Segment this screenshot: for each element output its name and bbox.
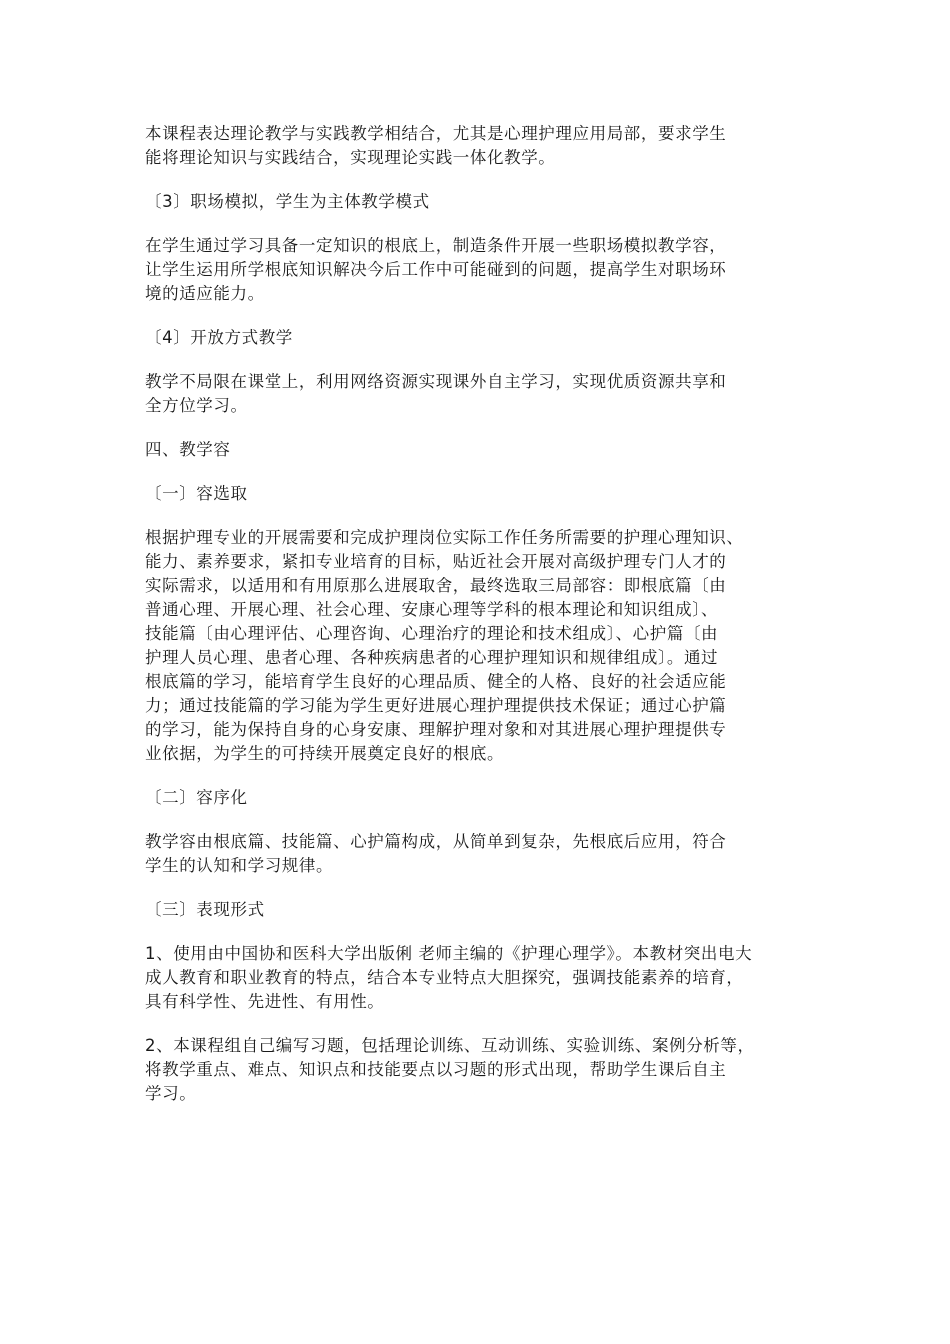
text-line: 1、使用由中国协和医科大学出版俐 老师主编的《护理心理学》。本教材突出电大 [145, 944, 753, 963]
text-line: 境的适应能力。 [145, 284, 265, 303]
text-line: 将教学重点、难点、知识点和技能要点以习题的形式出现，帮助学生课后自主 [145, 1060, 727, 1079]
text-line: 根据护理专业的开展需要和完成护理岗位实际工作任务所需要的护理心理知识、 [145, 528, 744, 547]
paragraph-open-teaching [145, 370, 817, 418]
paragraph-content-selection [145, 526, 817, 766]
text-line: 〔二〕容序化 [145, 788, 248, 807]
text-line: 〔三〕表现形式 [145, 900, 265, 919]
text-line: 普通心理、开展心理、社会心理、安康心理等学科的根本理论和知识组成〕、 [145, 600, 719, 619]
text-line: 成人教育和职业教育的特点，结合本专业特点大胆探究，强调技能素养的培育， [145, 968, 744, 987]
text-line: 全方位学习。 [145, 396, 248, 415]
text-line: 在学生通过学习具备一定知识的根底上，制造条件开展一些职场模拟教学容， [145, 236, 727, 255]
text-line: 学生的认知和学习规律。 [145, 856, 334, 875]
text-line: 〔4〕开放方式教学 [145, 328, 293, 347]
text-line: 业依据，为学生的可持续开展奠定良好的根底。 [145, 744, 505, 763]
text-line: 教学容由根底篇、技能篇、心护篇构成，从简单到复杂，先根底后应用，符合 [145, 832, 727, 851]
text-line: 学习。 [145, 1084, 197, 1103]
section-heading-teaching-content [145, 438, 817, 462]
text-line: 具有科学性、先进性、有用性。 [145, 992, 385, 1011]
text-line: 能将理论知识与实践结合，实现理论实践一体化教学。 [145, 148, 556, 167]
paragraph-textbook [145, 942, 817, 1014]
text-line: 技能篇〔由心理评估、心理咨询、心理治疗的理论和技术组成〕、心护篇〔由 [145, 624, 719, 643]
paragraph-exercises [145, 1034, 817, 1106]
paragraph-integration [145, 122, 817, 170]
paragraph-workplace-simulation [145, 234, 817, 306]
text-line: 力；通过技能篇的学习能为学生更好进展心理护理提供技术保证；通过心护篇 [145, 696, 727, 715]
text-line: 四、教学容 [145, 440, 231, 459]
heading-workplace-simulation [145, 190, 817, 214]
text-line: 〔一〕容选取 [145, 484, 248, 503]
document-body [145, 122, 817, 1106]
heading-presentation-form [145, 898, 817, 922]
text-line: 〔3〕职场模拟，学生为主体教学模式 [145, 192, 430, 211]
text-line: 教学不局限在课堂上，利用网络资源实现课外自主学习，实现优质资源共享和 [145, 372, 727, 391]
text-line: 本课程表达理论教学与实践教学相结合，尤其是心理护理应用局部，要求学生 [145, 124, 727, 143]
text-line: 实际需求，以适用和有用原那么进展取舍，最终选取三局部容：即根底篇〔由 [145, 576, 727, 595]
heading-content-ordering [145, 786, 817, 810]
heading-content-selection [145, 482, 817, 506]
text-line: 能力、素养要求，紧扣专业培育的目标，贴近社会开展对高级护理专门人才的 [145, 552, 727, 571]
text-line: 2、本课程组自己编写习题，包括理论训练、互动训练、实验训练、案例分析等， [145, 1036, 755, 1055]
paragraph-content-ordering [145, 830, 817, 878]
text-line: 让学生运用所学根底知识解决今后工作中可能碰到的问题，提高学生对职场环 [145, 260, 727, 279]
text-line: 的学习，能为保持自身的心身安康、理解护理对象和对其进展心理护理提供专 [145, 720, 727, 739]
heading-open-teaching [145, 326, 817, 350]
text-line: 根底篇的学习，能培育学生良好的心理品质、健全的人格、良好的社会适应能 [145, 672, 727, 691]
text-line: 护理人员心理、患者心理、各种疾病患者的心理护理知识和规律组成〕。通过 [145, 648, 719, 667]
